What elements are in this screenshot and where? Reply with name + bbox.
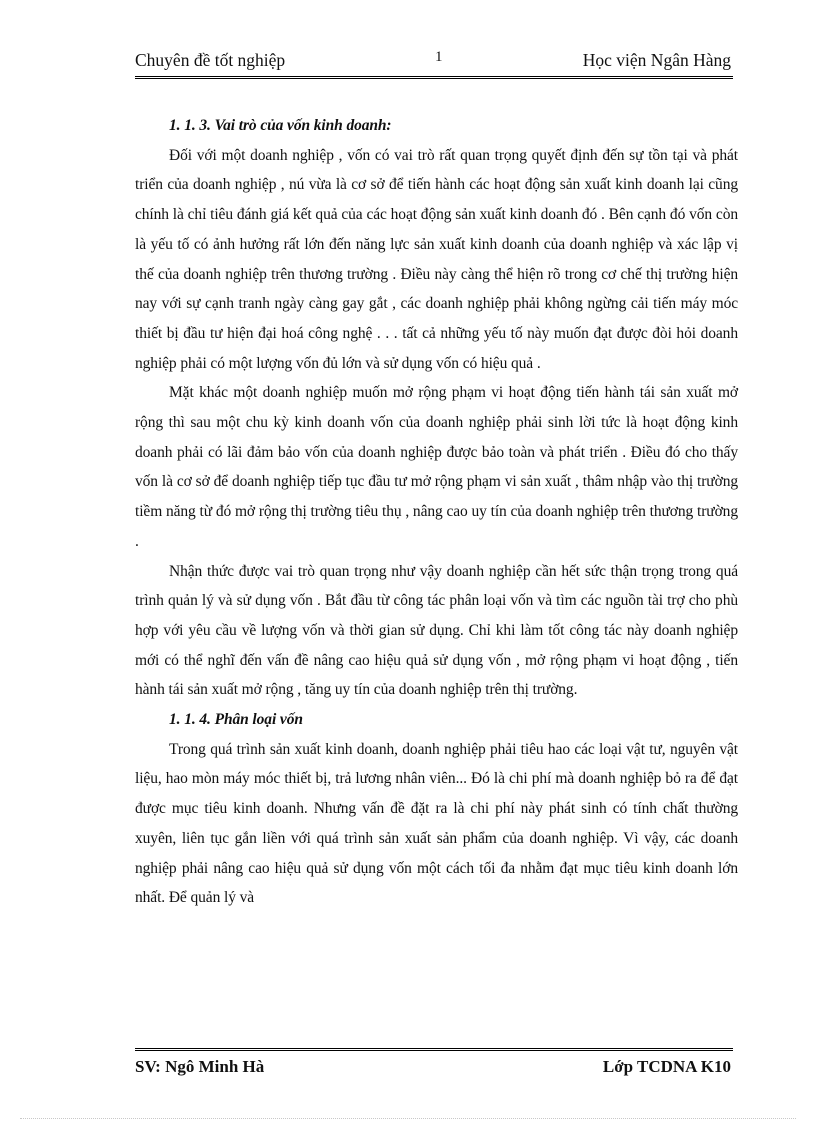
paragraph: Trong quá trình sản xuất kinh doanh, doanh nghiệp phải tiêu hao các loại vật tư, nguyên vật liệu, hao mòn máy móc thiết bị, trả lương nhân viên... Đó là chi phí mà doanh nghiệp bỏ ra để đạt được mục tiêu kinh doanh. Nhưng vấn đề đặt ra là chi phí này phát sinh có tính chất thường xuyên, liên tục gắn liền với quá trình sản xuất sản phẩm của doanh nghiệp. Vì vậy, các doanh nghiệp phải nâng cao hiệu quả sử dụng vốn một cách tối đa nhằm đạt mục tiêu kinh doanh lớn nhất. Để quản lý và — [135, 740, 738, 907]
page-number: 1 — [435, 49, 443, 65]
section-heading-1-1-4: 1. 1. 4. Phân loại vốn — [169, 711, 303, 729]
document-body — [135, 111, 738, 913]
paragraph: Đối với một doanh nghiệp , vốn có vai trò rất quan trọng quyết định đến sự tồn tại và phát triển của doanh nghiệp , nú vừa là cơ sở để tiến hành các hoạt động sản xuất kinh doanh lại cũng chính là chỉ tiêu đánh giá kết quả của các hoạt động sản xuất kinh doanh đó . Bên cạnh đó vốn còn là yếu tố có ảnh hưởng rất lớn đến năng lực sản xuất kinh doanh của doanh nghiệp và xác lập vị thế của doanh nghiệp trên thương trường . Điều này càng thể hiện rõ trong cơ chế thị trường hiện nay với sự cạnh tranh ngày càng gay gắt , các doanh nghiệp phải không ngừng cải tiến máy móc thiết bị đầu tư hiện đại hoá công nghệ . . . tất cả những yếu tố này muốn đạt được đòi hỏi doanh nghiệp phải có một lượng vốn đủ lớn và sử dụng vốn có hiệu quả . — [135, 146, 738, 372]
footer-class: Lớp TCDNA K10 — [602, 1057, 731, 1076]
header-title: Chuyên đề tốt nghiệp — [135, 50, 286, 70]
page-edge-divider — [20, 1118, 796, 1119]
paragraph: Mặt khác một doanh nghiệp muốn mở rộng phạm vi hoạt động tiến hành tái sản xuất mở rộng thì sau một chu kỳ kinh doanh vốn của doanh nghiệp phải sinh lời tức là hoạt động kinh doanh phải có lãi đảm bảo vốn của doanh nghiệp được bảo toàn và phát triển . Điều đó cho thấy vốn là cơ sở để doanh nghiệp tiếp tục đầu tư mở rộng phạm vi sản xuất , thâm nhập vào thị trường tiềm năng từ đó mở rộng thị trường tiêu thụ , nâng cao uy tín của doanh nghiệp trên thương trường . — [135, 384, 738, 550]
section-heading-1-1-3: 1. 1. 3. Vai trò của vốn kinh doanh: — [169, 117, 392, 134]
page-header — [135, 46, 733, 79]
page-footer — [135, 1048, 733, 1081]
header-institution: Học viện Ngân Hàng — [582, 50, 731, 70]
footer-student-name: SV: Ngô Minh Hà — [135, 1057, 265, 1076]
paragraph: Nhận thức được vai trò quan trọng như vậy doanh nghiệp cần hết sức thận trọng trong quá trình quản lý và sử dụng vốn . Bắt đầu từ công tác phân loại vốn và tìm các nguồn tài trợ cho phù hợp với yêu cầu về lượng vốn và thời gian sử dụng. Chỉ khi làm tốt công tác này doanh nghiệp mới có thể nghĩ đến vấn đề nâng cao hiệu quả sử dụng vốn , mở rộng phạm vi hoạt động , tiến hành tái sản xuất mở rộng , tăng uy tín của doanh nghiệp trên thị trường. — [135, 562, 738, 699]
